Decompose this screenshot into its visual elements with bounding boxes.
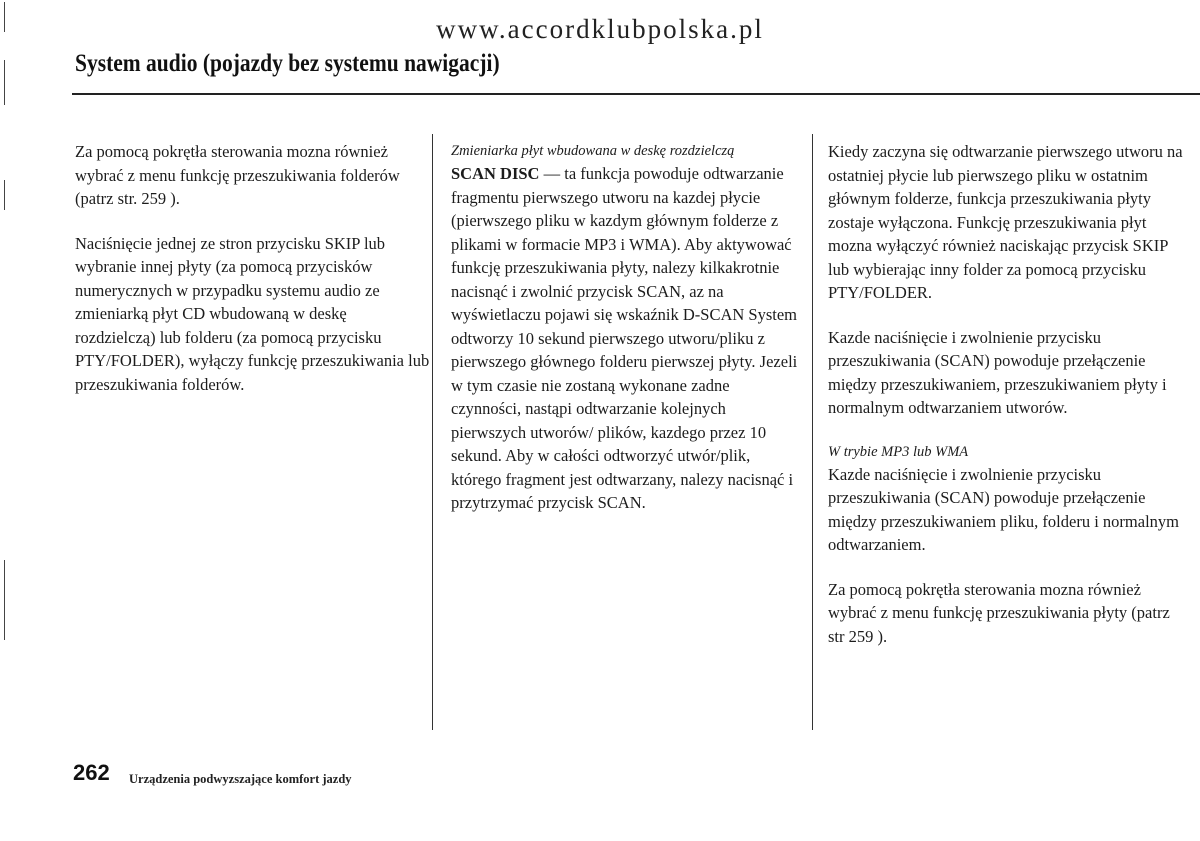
text-column-2: [451, 140, 803, 536]
term-dash: —: [539, 164, 565, 183]
page-number: 262: [73, 760, 110, 785]
margin-mark: [4, 60, 5, 105]
footer-section-title: Urządzenia podwyzszające komfort jazdy: [129, 772, 352, 786]
text-column-1: [75, 140, 430, 417]
paragraph: Za pomocą pokrętła sterowania mozna również wybrać z menu funkcję przeszukiwania folderów (patrz str. 259 ).: [75, 142, 400, 208]
margin-mark: [4, 560, 5, 640]
column-divider: [812, 134, 813, 730]
paragraph: Kiedy zaczyna się odtwarzanie pierwszego utworu na ostatniej płycie lub pierwszego pliku w ostatnim głównym folderze, funkcja przeszukiwania płyty zostaje wyłączona. Funkcję przeszukiwania płyt mozna wyłączyć również naciskając przycisk SKIP lub wybierając inny folder za pomocą przycisku PTY/FOLDER.: [828, 142, 1183, 302]
scan-disc-term: SCAN DISC: [451, 164, 540, 183]
paragraph: [451, 162, 803, 515]
paragraph: Kazde naciśnięcie i zwolnienie przycisku przeszukiwania (SCAN) powoduje przełączenie między przeszukiwaniem, przeszukiwaniem płyty i normalnym odtwarzaniem utworów.: [828, 327, 1167, 417]
paragraph: Naciśnięcie jednej ze stron przycisku SKIP lub wybranie innej płyty (za pomocą przycisków numerycznych w przypadku systemu audio ze zmieniarką płyt CD wbudowaną w deskę rozdzielczą) lub folderu (za pomocą przycisku PTY/FOLDER), wyłączy funkcję przeszukiwania lub przeszukiwania folderów.: [75, 233, 430, 394]
subsection-heading: Zmieniarka płyt wbudowana w deskę rozdzielczą: [451, 143, 735, 159]
paragraph: Za pomocą pokrętła sterowania mozna również wybrać z menu funkcję przeszukiwania płyty (patrz str 259 ).: [828, 579, 1170, 646]
margin-mark: [4, 180, 5, 210]
site-url: www.accordklubpolska.pl: [436, 14, 764, 44]
page-title: System audio (pojazdy bez systemu nawigacji): [75, 50, 500, 77]
column-divider: [432, 134, 433, 730]
margin-mark: [4, 2, 5, 32]
scan-disc-description: ta funkcja powoduje odtwarzanie fragmentu pierwszego utworu na kazdej płycie (pierwszego pliku w kazdym głównym folderze z plikami w formacie MP3 i WMA). Aby aktywować funkcję przeszukiwania płyty, nalezy kilkakrotnie nacisnąć i zwolnić przycisk SCAN, az na wyświetlaczu pojawi się wskaźnik D-SCAN System odtworzy 10 sekund pierwszego utworu/pliku z pierwszego głównego folderu pierwszej płyty. Jezeli w tym czasie nie zostaną wykonane zadne czynności, nastąpi odtwarzanie kolejnych pierwszych utworów/ plików, kazdego przez 10 sekund. Aby w całości odtworzyć utwór/plik, którego fragment jest odtwarzany, nalezy nacisnąć i przytrzymać przycisk SCAN.: [451, 164, 798, 512]
title-divider: [72, 93, 1200, 95]
text-column-3: [828, 140, 1188, 669]
paragraph: Kazde naciśnięcie i zwolnienie przycisku przeszukiwania (SCAN) powoduje przełączenie między przeszukiwaniem pliku, folderu i normalnym odtwarzaniem.: [828, 464, 1179, 554]
subsection-heading: W trybie MP3 lub WMA: [828, 443, 969, 460]
